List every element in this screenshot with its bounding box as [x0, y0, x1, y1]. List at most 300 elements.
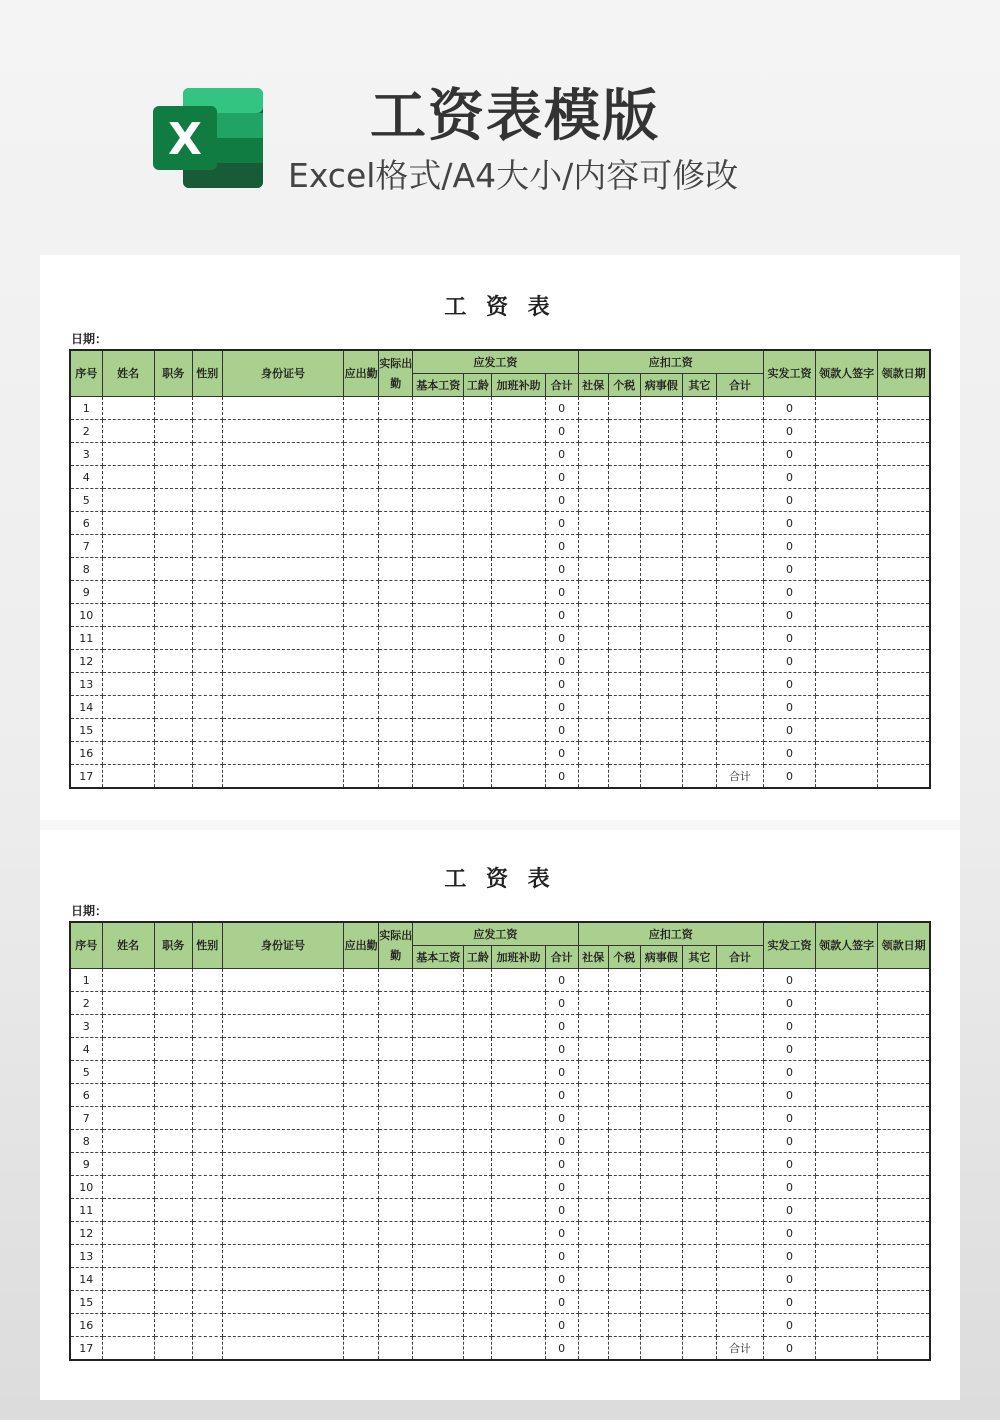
cell[interactable]	[716, 1107, 763, 1130]
cell[interactable]	[344, 1107, 379, 1130]
cell[interactable]	[413, 1176, 464, 1199]
cell[interactable]	[682, 1337, 716, 1361]
cell[interactable]	[192, 420, 222, 443]
cell[interactable]	[222, 1153, 343, 1176]
cell[interactable]	[464, 420, 492, 443]
cell[interactable]	[413, 1337, 464, 1361]
cell[interactable]	[102, 765, 154, 789]
cell[interactable]	[379, 992, 413, 1015]
cell[interactable]	[492, 1268, 545, 1291]
cell[interactable]	[716, 1130, 763, 1153]
cell[interactable]	[682, 535, 716, 558]
cell[interactable]	[640, 1107, 682, 1130]
cell[interactable]	[578, 1038, 608, 1061]
cell[interactable]	[222, 1337, 343, 1361]
cell[interactable]	[816, 1199, 878, 1222]
cell[interactable]	[816, 558, 878, 581]
cell[interactable]	[878, 1199, 930, 1222]
cell[interactable]	[640, 604, 682, 627]
cell[interactable]	[716, 466, 763, 489]
cell[interactable]	[344, 719, 379, 742]
cell[interactable]	[578, 696, 608, 719]
cell[interactable]	[379, 581, 413, 604]
cell[interactable]	[379, 535, 413, 558]
cell[interactable]	[878, 969, 930, 992]
cell[interactable]	[344, 1222, 379, 1245]
cell[interactable]	[192, 673, 222, 696]
cell[interactable]	[578, 1222, 608, 1245]
cell[interactable]	[102, 1291, 154, 1314]
cell[interactable]	[464, 558, 492, 581]
cell[interactable]	[578, 1291, 608, 1314]
cell[interactable]	[816, 1314, 878, 1337]
cell[interactable]	[608, 1268, 640, 1291]
cell[interactable]	[344, 1314, 379, 1337]
cell[interactable]	[682, 1199, 716, 1222]
cell[interactable]	[816, 1107, 878, 1130]
cell[interactable]	[344, 558, 379, 581]
cell[interactable]	[222, 397, 343, 420]
cell[interactable]	[464, 1268, 492, 1291]
cell[interactable]	[192, 1084, 222, 1107]
cell[interactable]	[379, 466, 413, 489]
cell[interactable]	[222, 1222, 343, 1245]
cell[interactable]	[816, 1337, 878, 1361]
cell[interactable]	[413, 1268, 464, 1291]
cell[interactable]	[464, 397, 492, 420]
cell[interactable]	[379, 489, 413, 512]
cell[interactable]	[379, 397, 413, 420]
cell[interactable]	[640, 673, 682, 696]
cell[interactable]	[816, 765, 878, 789]
cell[interactable]	[344, 673, 379, 696]
cell[interactable]	[608, 992, 640, 1015]
cell[interactable]	[640, 1176, 682, 1199]
cell[interactable]	[640, 1291, 682, 1314]
cell[interactable]	[464, 1337, 492, 1361]
cell[interactable]	[492, 512, 545, 535]
cell[interactable]	[816, 1038, 878, 1061]
cell[interactable]	[464, 1084, 492, 1107]
cell[interactable]	[716, 673, 763, 696]
cell[interactable]	[413, 627, 464, 650]
cell[interactable]	[578, 558, 608, 581]
cell[interactable]	[716, 1153, 763, 1176]
cell[interactable]	[578, 719, 608, 742]
cell[interactable]	[492, 581, 545, 604]
cell[interactable]	[102, 627, 154, 650]
cell[interactable]	[344, 604, 379, 627]
cell[interactable]	[413, 1107, 464, 1130]
cell[interactable]	[878, 673, 930, 696]
cell[interactable]	[716, 1061, 763, 1084]
cell[interactable]	[492, 466, 545, 489]
cell[interactable]	[154, 1038, 192, 1061]
cell[interactable]	[102, 969, 154, 992]
cell[interactable]	[878, 1268, 930, 1291]
cell[interactable]	[878, 466, 930, 489]
cell[interactable]	[640, 650, 682, 673]
cell[interactable]	[192, 992, 222, 1015]
cell[interactable]	[102, 1245, 154, 1268]
cell[interactable]	[102, 489, 154, 512]
cell[interactable]	[640, 1268, 682, 1291]
cell[interactable]	[413, 1199, 464, 1222]
cell[interactable]	[102, 466, 154, 489]
cell[interactable]	[344, 1015, 379, 1038]
cell[interactable]	[716, 1314, 763, 1337]
cell[interactable]	[608, 581, 640, 604]
cell[interactable]	[578, 443, 608, 466]
cell[interactable]	[492, 1038, 545, 1061]
cell[interactable]	[222, 1314, 343, 1337]
cell[interactable]	[102, 1314, 154, 1337]
cell[interactable]	[492, 650, 545, 673]
cell[interactable]	[878, 1107, 930, 1130]
cell[interactable]	[344, 742, 379, 765]
cell[interactable]	[344, 443, 379, 466]
cell[interactable]	[492, 1337, 545, 1361]
cell[interactable]	[102, 992, 154, 1015]
cell[interactable]	[102, 1015, 154, 1038]
cell[interactable]	[192, 466, 222, 489]
cell[interactable]	[716, 627, 763, 650]
cell[interactable]	[716, 512, 763, 535]
cell[interactable]	[192, 765, 222, 789]
cell[interactable]	[102, 535, 154, 558]
cell[interactable]	[192, 1176, 222, 1199]
cell[interactable]	[640, 1314, 682, 1337]
cell[interactable]	[222, 443, 343, 466]
cell[interactable]	[344, 650, 379, 673]
cell[interactable]	[102, 719, 154, 742]
cell[interactable]	[716, 969, 763, 992]
cell[interactable]	[344, 1199, 379, 1222]
cell[interactable]	[716, 1084, 763, 1107]
cell[interactable]	[192, 581, 222, 604]
cell[interactable]	[154, 512, 192, 535]
cell[interactable]	[682, 696, 716, 719]
cell[interactable]	[878, 489, 930, 512]
cell[interactable]	[682, 992, 716, 1015]
cell[interactable]	[716, 489, 763, 512]
cell[interactable]	[682, 1061, 716, 1084]
cell[interactable]	[816, 627, 878, 650]
cell[interactable]	[102, 1268, 154, 1291]
cell[interactable]	[222, 1038, 343, 1061]
cell[interactable]	[464, 1153, 492, 1176]
cell[interactable]	[608, 719, 640, 742]
cell[interactable]	[578, 1015, 608, 1038]
cell[interactable]	[102, 1176, 154, 1199]
cell[interactable]	[878, 1061, 930, 1084]
cell[interactable]	[222, 558, 343, 581]
cell[interactable]	[413, 1245, 464, 1268]
cell[interactable]	[492, 673, 545, 696]
cell[interactable]	[682, 1153, 716, 1176]
cell[interactable]	[682, 719, 716, 742]
cell[interactable]	[379, 1015, 413, 1038]
cell[interactable]	[878, 1222, 930, 1245]
cell[interactable]	[102, 742, 154, 765]
cell[interactable]	[222, 765, 343, 789]
cell[interactable]	[102, 1153, 154, 1176]
cell[interactable]	[192, 558, 222, 581]
cell[interactable]	[608, 397, 640, 420]
cell[interactable]	[154, 1245, 192, 1268]
cell[interactable]	[222, 1245, 343, 1268]
cell[interactable]	[716, 535, 763, 558]
cell[interactable]	[608, 1199, 640, 1222]
cell[interactable]	[413, 650, 464, 673]
cell[interactable]	[464, 1176, 492, 1199]
cell[interactable]	[154, 1199, 192, 1222]
cell[interactable]	[344, 1291, 379, 1314]
cell[interactable]	[154, 1337, 192, 1361]
cell[interactable]	[379, 719, 413, 742]
cell[interactable]	[716, 1245, 763, 1268]
cell[interactable]	[640, 420, 682, 443]
cell[interactable]	[379, 420, 413, 443]
cell[interactable]	[344, 466, 379, 489]
cell[interactable]	[192, 1268, 222, 1291]
cell[interactable]	[640, 581, 682, 604]
cell[interactable]	[640, 489, 682, 512]
cell[interactable]	[102, 512, 154, 535]
cell[interactable]	[878, 397, 930, 420]
cell[interactable]	[192, 397, 222, 420]
cell[interactable]	[682, 673, 716, 696]
cell[interactable]	[878, 1337, 930, 1361]
cell[interactable]	[413, 1222, 464, 1245]
cell[interactable]	[413, 535, 464, 558]
cell[interactable]	[464, 512, 492, 535]
cell[interactable]	[608, 1130, 640, 1153]
cell[interactable]	[816, 1015, 878, 1038]
cell[interactable]	[192, 969, 222, 992]
cell[interactable]	[154, 627, 192, 650]
cell[interactable]	[492, 1245, 545, 1268]
cell[interactable]	[640, 397, 682, 420]
cell[interactable]	[878, 535, 930, 558]
cell[interactable]	[154, 1107, 192, 1130]
cell[interactable]	[608, 1314, 640, 1337]
cell[interactable]	[608, 1038, 640, 1061]
cell[interactable]	[102, 1337, 154, 1361]
cell[interactable]	[379, 1153, 413, 1176]
cell[interactable]	[682, 397, 716, 420]
cell[interactable]	[102, 1222, 154, 1245]
cell[interactable]	[640, 1222, 682, 1245]
cell[interactable]	[492, 420, 545, 443]
cell[interactable]	[192, 443, 222, 466]
cell[interactable]	[716, 581, 763, 604]
cell[interactable]	[816, 1084, 878, 1107]
cell[interactable]	[878, 1130, 930, 1153]
cell[interactable]	[816, 1268, 878, 1291]
cell[interactable]	[578, 1084, 608, 1107]
cell[interactable]	[578, 742, 608, 765]
cell[interactable]	[464, 696, 492, 719]
cell[interactable]	[222, 742, 343, 765]
cell[interactable]	[682, 466, 716, 489]
cell[interactable]	[192, 1015, 222, 1038]
cell[interactable]	[816, 719, 878, 742]
cell[interactable]	[413, 1314, 464, 1337]
cell[interactable]	[640, 535, 682, 558]
cell[interactable]	[816, 1130, 878, 1153]
cell[interactable]	[716, 1268, 763, 1291]
cell[interactable]	[640, 1130, 682, 1153]
cell[interactable]	[816, 466, 878, 489]
cell[interactable]	[413, 604, 464, 627]
cell[interactable]	[222, 650, 343, 673]
cell[interactable]	[102, 558, 154, 581]
cell[interactable]	[222, 1268, 343, 1291]
cell[interactable]	[192, 1314, 222, 1337]
cell[interactable]	[716, 1176, 763, 1199]
cell[interactable]	[682, 1291, 716, 1314]
cell[interactable]	[413, 512, 464, 535]
cell[interactable]	[878, 627, 930, 650]
cell[interactable]	[379, 1038, 413, 1061]
cell[interactable]	[464, 742, 492, 765]
cell[interactable]	[464, 1314, 492, 1337]
cell[interactable]	[154, 1314, 192, 1337]
cell[interactable]	[816, 512, 878, 535]
cell[interactable]	[344, 1061, 379, 1084]
cell[interactable]	[716, 1199, 763, 1222]
cell[interactable]	[379, 558, 413, 581]
cell[interactable]	[154, 1130, 192, 1153]
cell[interactable]	[464, 489, 492, 512]
cell[interactable]	[640, 742, 682, 765]
cell[interactable]	[608, 765, 640, 789]
cell[interactable]	[682, 650, 716, 673]
cell[interactable]	[413, 1130, 464, 1153]
cell[interactable]	[878, 512, 930, 535]
cell[interactable]	[379, 1061, 413, 1084]
cell[interactable]	[578, 489, 608, 512]
cell[interactable]	[608, 512, 640, 535]
cell[interactable]	[682, 604, 716, 627]
cell[interactable]	[192, 1337, 222, 1361]
cell[interactable]	[878, 992, 930, 1015]
cell[interactable]	[344, 969, 379, 992]
cell[interactable]	[578, 765, 608, 789]
cell[interactable]	[578, 1337, 608, 1361]
cell[interactable]	[154, 397, 192, 420]
cell[interactable]	[154, 558, 192, 581]
cell[interactable]	[192, 627, 222, 650]
cell[interactable]	[608, 650, 640, 673]
cell[interactable]	[413, 696, 464, 719]
cell[interactable]	[413, 420, 464, 443]
cell[interactable]	[464, 969, 492, 992]
cell[interactable]	[192, 489, 222, 512]
cell[interactable]	[413, 466, 464, 489]
cell[interactable]	[492, 397, 545, 420]
cell[interactable]	[640, 558, 682, 581]
cell[interactable]	[192, 535, 222, 558]
cell[interactable]	[682, 1015, 716, 1038]
cell[interactable]	[492, 604, 545, 627]
cell[interactable]	[878, 420, 930, 443]
cell[interactable]	[578, 992, 608, 1015]
cell[interactable]	[102, 1084, 154, 1107]
cell[interactable]	[344, 1176, 379, 1199]
cell[interactable]	[816, 1222, 878, 1245]
cell[interactable]	[608, 1107, 640, 1130]
cell[interactable]	[608, 1222, 640, 1245]
cell[interactable]	[878, 1176, 930, 1199]
cell[interactable]	[379, 1337, 413, 1361]
cell[interactable]	[816, 696, 878, 719]
cell[interactable]	[816, 397, 878, 420]
cell[interactable]	[816, 604, 878, 627]
cell[interactable]	[492, 1199, 545, 1222]
cell[interactable]	[154, 992, 192, 1015]
cell[interactable]	[640, 1245, 682, 1268]
cell[interactable]	[816, 1245, 878, 1268]
cell[interactable]	[608, 1337, 640, 1361]
cell[interactable]	[102, 604, 154, 627]
cell[interactable]	[344, 1130, 379, 1153]
cell[interactable]	[716, 1291, 763, 1314]
cell[interactable]	[413, 443, 464, 466]
cell[interactable]	[464, 535, 492, 558]
cell[interactable]	[608, 742, 640, 765]
cell[interactable]	[344, 696, 379, 719]
cell[interactable]	[716, 992, 763, 1015]
cell[interactable]	[608, 1176, 640, 1199]
cell[interactable]	[682, 1245, 716, 1268]
cell[interactable]	[492, 558, 545, 581]
cell[interactable]	[222, 696, 343, 719]
cell[interactable]	[492, 1015, 545, 1038]
cell[interactable]	[578, 1314, 608, 1337]
cell[interactable]	[716, 719, 763, 742]
cell[interactable]	[222, 969, 343, 992]
cell[interactable]	[379, 1268, 413, 1291]
cell[interactable]	[102, 696, 154, 719]
cell[interactable]	[379, 1199, 413, 1222]
cell[interactable]	[682, 512, 716, 535]
cell[interactable]	[716, 1038, 763, 1061]
cell[interactable]	[379, 673, 413, 696]
cell[interactable]	[222, 1107, 343, 1130]
cell[interactable]	[413, 558, 464, 581]
cell[interactable]	[222, 1015, 343, 1038]
cell[interactable]	[682, 1222, 716, 1245]
cell[interactable]	[344, 1245, 379, 1268]
cell[interactable]	[682, 1176, 716, 1199]
cell[interactable]	[578, 604, 608, 627]
cell[interactable]	[878, 1038, 930, 1061]
cell[interactable]	[379, 1176, 413, 1199]
cell[interactable]	[464, 765, 492, 789]
cell[interactable]	[608, 969, 640, 992]
cell[interactable]	[682, 1084, 716, 1107]
cell[interactable]	[464, 604, 492, 627]
cell[interactable]	[464, 673, 492, 696]
cell[interactable]	[608, 673, 640, 696]
cell[interactable]	[492, 1291, 545, 1314]
cell[interactable]	[154, 1015, 192, 1038]
cell[interactable]	[379, 512, 413, 535]
cell[interactable]	[492, 489, 545, 512]
cell[interactable]	[878, 558, 930, 581]
